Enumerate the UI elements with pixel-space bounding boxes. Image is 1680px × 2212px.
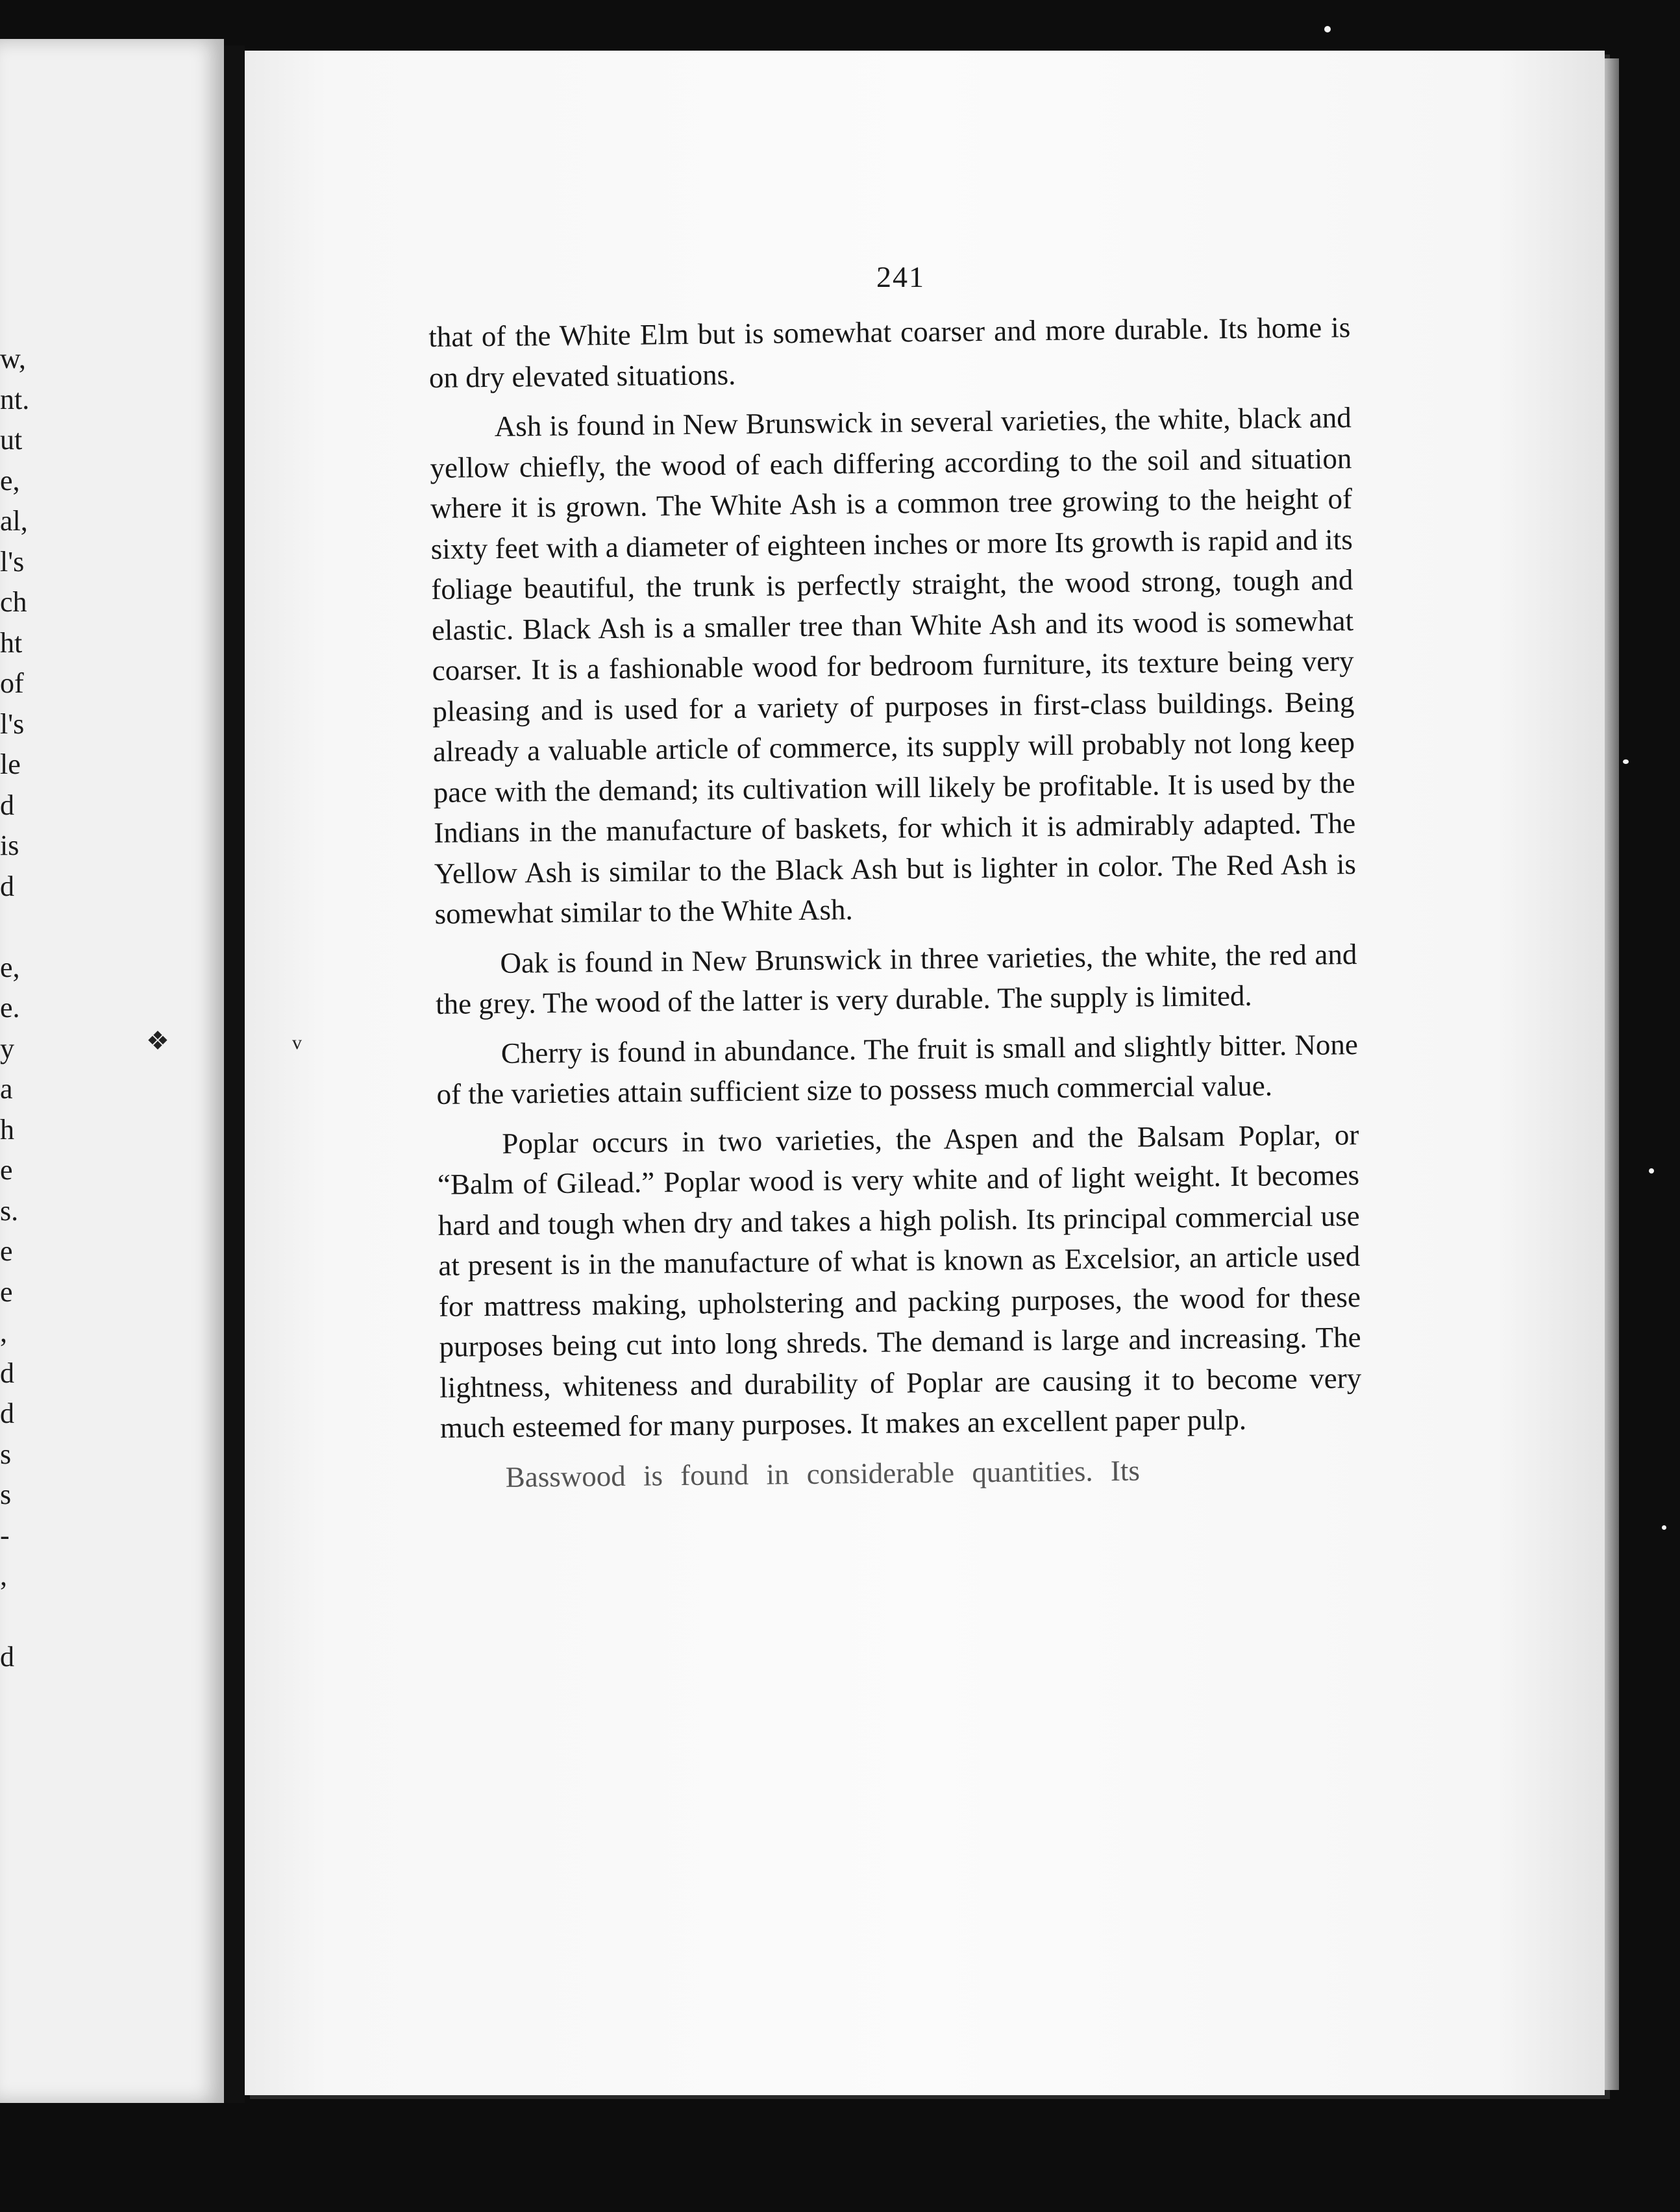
page-number: 241 bbox=[876, 260, 925, 293]
fragment-gap bbox=[0, 1597, 39, 1638]
paragraph-basswood: Basswood is found in considerable quantities. Its bbox=[505, 1454, 1141, 1493]
fragment-line: l's bbox=[0, 545, 25, 578]
fragment-line: , bbox=[0, 1316, 7, 1348]
fragment-line: - bbox=[0, 1519, 10, 1551]
fragment-line: e bbox=[0, 1235, 13, 1267]
paragraph-oak: Oak is found in New Brunswick in three varieties, the white, the red and the grey. The wood of the latter is very durable. The supply is limited. bbox=[435, 937, 1357, 1020]
margin-mark: ❖ bbox=[146, 1026, 169, 1055]
fragment-line: d bbox=[0, 1397, 14, 1429]
fragment-line: h bbox=[0, 1113, 14, 1146]
fragment-line: ht bbox=[0, 626, 23, 659]
fragment-line: nt. bbox=[0, 383, 30, 415]
paragraph-poplar: Poplar occurs in two varieties, the Aspen and the Balsam Poplar, or “Balm of Gilead.” Poplar wood is very white and of light weight. It becomes hard and tough when dry and takes a high polish. Its principal commercial use at present is in the manufacture of what is known as Excelsior, an article used for mattress making, upholstering and packing purposes, the wood for these purposes being cut into long shreds. The demand is large and increasing. The lightness, whiteness and durability of Poplar are causing it to become very much esteemed for many purposes. It makes an excellent paper pulp. bbox=[437, 1118, 1362, 1444]
scan-speck bbox=[1623, 759, 1629, 764]
scan-speck bbox=[1662, 1525, 1666, 1530]
fragment-line: is bbox=[0, 830, 19, 861]
fragment-line: of bbox=[0, 667, 24, 699]
fragment-line: d bbox=[0, 1357, 14, 1389]
fragment-line: w, bbox=[0, 343, 26, 375]
fragment-line: ut bbox=[0, 424, 23, 456]
paragraph-white-elm-continuation: that of the White Elm but is somewhat coarser and more durable. Its home is on dry elevated situations. bbox=[428, 311, 1351, 394]
fragment-line: a bbox=[0, 1073, 13, 1105]
fragment-line: d bbox=[0, 789, 14, 821]
scan-speck bbox=[1649, 1168, 1654, 1174]
fragment-line: s. bbox=[0, 1194, 19, 1227]
paragraph-ash: Ash is found in New Brunswick in several varieties, the white, black and yellow chiefly, the wood of each differing according to the soil and situation where it is grown. The White Ash is a common tree growing to the height of sixty feet with a diameter of eighteen inches or more Its growth is rapid and its foliage beautiful, the trunk is perfectly straight, the wood strong, tough and elastic. Black Ash is a smaller tree than White Ash and its wood is somewhat coarser. It is a fashionable wood for bedroom furniture, its texture being very pleasing and is used for a variety of purposes in first-class buildings. Being already a valuable article of commerce, its supply will probably not long keep pace with the demand; its cultivation will likely be profitable. It is used by the Indians in the manufacture of baskets, for which it is admirably adapted. The Yellow Ash is similar to the Black Ash but is lighter in color. The Red Ash is somewhat similar to the White Ash. bbox=[430, 401, 1357, 930]
fragment-line: e. bbox=[0, 992, 20, 1024]
scan-speck bbox=[1324, 26, 1331, 32]
fragment-line: l's bbox=[0, 707, 25, 740]
fragment-line: e, bbox=[0, 951, 20, 983]
fragment-line: e, bbox=[0, 464, 20, 497]
fragment-line: e bbox=[0, 1275, 13, 1308]
fragment-line: al, bbox=[0, 505, 28, 537]
fragment-line: y bbox=[0, 1032, 14, 1064]
margin-mark: v bbox=[292, 1032, 302, 1053]
page-body-text bbox=[428, 307, 1363, 1507]
fragment-line: ch bbox=[0, 586, 27, 618]
fragment-line: s bbox=[0, 1479, 12, 1510]
fragment-line: d bbox=[0, 870, 14, 902]
page-edge-shadow bbox=[1605, 58, 1619, 2090]
previous-page bbox=[0, 39, 224, 2103]
fragment-line: , bbox=[0, 1560, 7, 1591]
fragment-line: le bbox=[0, 748, 21, 780]
previous-page-text-fragments bbox=[0, 339, 39, 1678]
paragraph-cherry: Cherry is found in abundance. The fruit is small and slightly bitter. None of the varieties attain sufficient size to possess much commercial value. bbox=[436, 1027, 1359, 1111]
book-spine bbox=[224, 45, 245, 2103]
fragment-line: s bbox=[0, 1438, 12, 1470]
fragment-line: d bbox=[0, 1641, 14, 1673]
fragment-gap bbox=[0, 907, 39, 948]
fragment-line: e bbox=[0, 1154, 13, 1186]
